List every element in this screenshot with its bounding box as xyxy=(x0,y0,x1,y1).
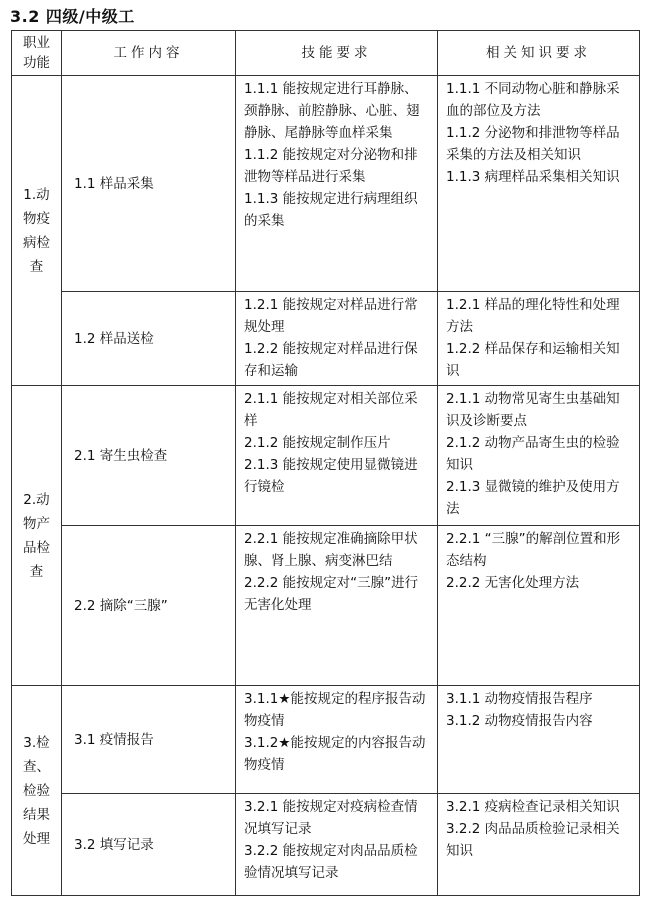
knowledge-item: 1.2.2 样品保存和运输相关知识 xyxy=(446,341,620,379)
function-cell: 1.动物疫病检查 xyxy=(12,76,62,386)
knowledge-cell xyxy=(438,526,640,686)
work-content-cell: 1.2 样品送检 xyxy=(62,292,236,386)
knowledge-item: 2.1.3 显微镜的维护及使用方法 xyxy=(446,479,620,517)
work-content-cell: 2.1 寄生虫检查 xyxy=(62,386,236,526)
table-row xyxy=(12,76,640,292)
skill-item: 1.1.3 能按规定进行病理组织的采集 xyxy=(244,191,418,229)
skill-item: 2.1.1 能按规定对相关部位采样 xyxy=(244,391,418,429)
knowledge-item: 1.2.1 样品的理化特性和处理方法 xyxy=(446,297,620,335)
knowledge-item: 3.2.2 肉品品质检验记录相关知识 xyxy=(446,821,620,859)
table-row xyxy=(12,686,640,794)
table-header-row xyxy=(12,31,640,76)
skill-item: 3.1.1★能按规定的程序报告动物疫情 xyxy=(244,691,426,729)
skill-item: 3.2.1 能按规定对疫病检查情况填写记录 xyxy=(244,799,418,837)
skill-cell xyxy=(236,686,438,794)
skill-item: 2.1.2 能按规定制作压片 xyxy=(244,435,391,451)
knowledge-item: 1.1.2 分泌物和排泄物等样品采集的方法及相关知识 xyxy=(446,125,620,163)
table-row xyxy=(12,526,640,686)
knowledge-cell xyxy=(438,386,640,526)
skill-item: 1.1.1 能按规定进行耳静脉、颈静脉、前腔静脉、心脏、翅静脉、尾静脉等血样采集 xyxy=(244,81,420,141)
knowledge-cell xyxy=(438,76,640,292)
skill-cell xyxy=(236,794,438,896)
knowledge-cell xyxy=(438,292,640,386)
work-content-cell: 2.2 摘除“三腺” xyxy=(62,526,236,686)
knowledge-cell xyxy=(438,794,640,896)
table-row xyxy=(12,386,640,526)
work-content-cell: 1.1 样品采集 xyxy=(62,76,236,292)
table-row xyxy=(12,794,640,896)
skill-item: 1.2.2 能按规定对样品进行保存和运输 xyxy=(244,341,418,379)
section-heading: 3.2 四级/中级工 xyxy=(10,7,135,26)
skill-cell xyxy=(236,292,438,386)
skill-cell xyxy=(236,386,438,526)
function-cell: 3.检查、检验结果处理 xyxy=(12,686,62,896)
work-content-cell: 3.2 填写记录 xyxy=(62,794,236,896)
header-work-content: 工作内容 xyxy=(62,31,236,76)
skill-cell xyxy=(236,76,438,292)
skill-item: 3.1.2★能按规定的内容报告动物疫情 xyxy=(244,735,426,773)
skill-item: 2.1.3 能按规定使用显微镜进行镜检 xyxy=(244,457,418,495)
knowledge-item: 3.2.1 疫病检查记录相关知识 xyxy=(446,799,620,815)
table-row xyxy=(12,292,640,386)
skill-item: 2.2.2 能按规定对“三腺”进行无害化处理 xyxy=(244,575,419,613)
work-content-cell: 3.1 疫情报告 xyxy=(62,686,236,794)
skill-item: 1.1.2 能按规定对分泌物和排泄物等样品进行采集 xyxy=(244,147,418,185)
function-cell: 2.动物产品检查 xyxy=(12,386,62,686)
knowledge-item: 1.1.1 不同动物心脏和静脉采血的部位及方法 xyxy=(446,81,620,119)
knowledge-item: 2.1.2 动物产品寄生虫的检验知识 xyxy=(446,435,620,473)
knowledge-item: 2.2.2 无害化处理方法 xyxy=(446,575,580,591)
header-knowledge-requirements: 相关知识要求 xyxy=(438,31,640,76)
knowledge-item: 2.2.1 “三腺”的解剖位置和形态结构 xyxy=(446,531,621,569)
skill-item: 1.2.1 能按规定对样品进行常规处理 xyxy=(244,297,418,335)
knowledge-item: 3.1.2 动物疫情报告内容 xyxy=(446,713,593,729)
header-skill-requirements: 技能要求 xyxy=(236,31,438,76)
knowledge-item: 1.1.3 病理样品采集相关知识 xyxy=(446,169,620,185)
requirements-table xyxy=(11,30,640,896)
knowledge-cell xyxy=(438,686,640,794)
skill-cell xyxy=(236,526,438,686)
skill-item: 2.2.1 能按规定准确摘除甲状腺、肾上腺、病变淋巴结 xyxy=(244,531,418,569)
knowledge-item: 3.1.1 动物疫情报告程序 xyxy=(446,691,593,707)
header-function: 职业功能 xyxy=(12,31,62,76)
skill-item: 3.2.2 能按规定对肉品品质检验情况填写记录 xyxy=(244,843,418,881)
knowledge-item: 2.1.1 动物常见寄生虫基础知识及诊断要点 xyxy=(446,391,620,429)
